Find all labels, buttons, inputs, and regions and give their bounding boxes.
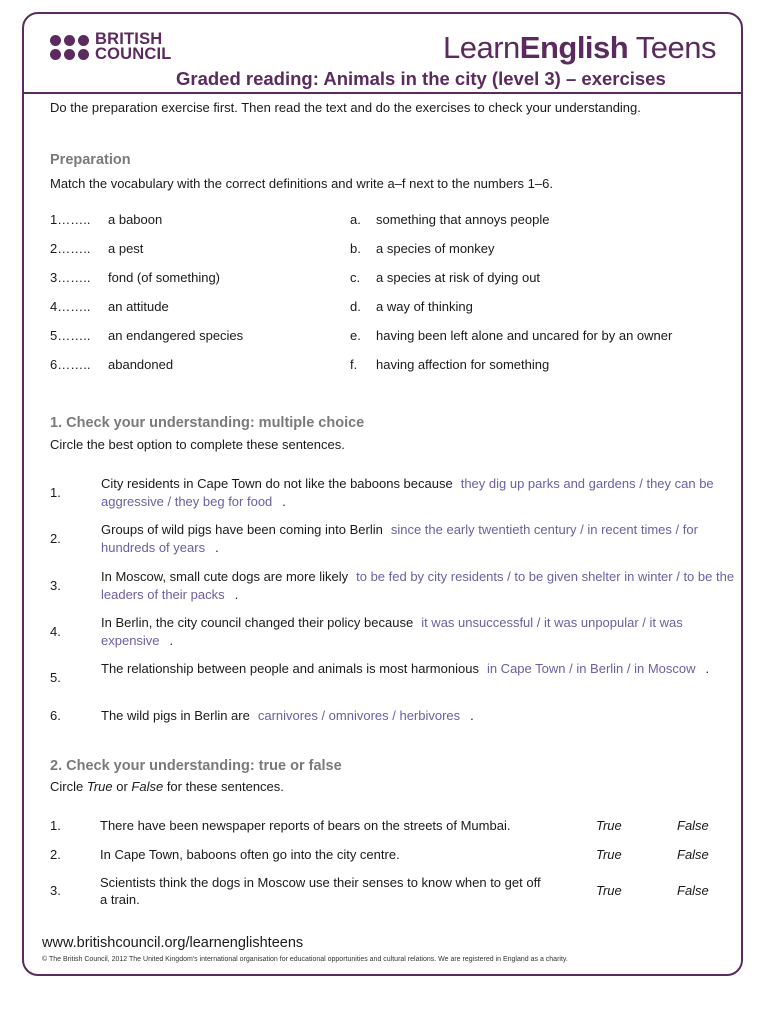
definition-text: having affection for something [376,357,550,372]
answer-options[interactable]: to be fed by city residents / to be given shelter in winter / to be the leaders of their packs [101,569,735,602]
mc-question [50,568,740,603]
vocab-number: 3…….. [50,270,91,285]
true-option[interactable]: True [596,883,622,898]
vocab-word: a pest [108,241,144,256]
mc-question [50,475,740,510]
definition-letter: f. [350,357,358,372]
tf-statement [50,817,740,834]
definition-text: a way of thinking [376,299,473,314]
learnenglish-teens-logo [443,30,716,66]
true-option[interactable]: True [596,847,622,862]
vocab-number: 6…….. [50,357,91,372]
question-stem: Groups of wild pigs have been coming into Berlin [101,522,383,537]
answer-options[interactable]: since the early twentieth century / in recent times / for hundreds of years [101,522,698,555]
preparation-instruction: Match the vocabulary with the correct definitions and write a–f next to the numbers 1–6. [50,176,553,191]
mc-heading: 1. Check your understanding: multiple choice [50,415,365,431]
sentence-end: . [470,708,474,723]
vocab-word: abandoned [108,357,174,372]
mc-question [50,614,740,649]
tf-statement [50,874,740,908]
statement-text: There have been newspaper reports of bears on the streets of Mumbai. [100,818,511,833]
question-number: 2. [50,531,61,546]
question-number: 3. [50,578,61,593]
statement-number: 3. [50,883,61,898]
question-number: 5. [50,670,61,685]
brand-teens: Teens [628,30,716,65]
sentence-end: . [705,661,710,676]
logo-line1: BRITISH [95,30,163,48]
logo-line2: COUNCIL [95,45,172,63]
page-title: Graded reading: Animals in the city (level 3) – exercises [176,68,666,89]
tf-instruction: Circle True or False for these sentences. [50,779,284,794]
definition-text: having been left alone and uncared for by an owner [376,328,673,343]
vocab-word: an endangered species [108,328,244,343]
answer-options[interactable]: they dig up parks and gardens / they can be aggressive / they beg for food [101,476,714,509]
vocab-word: fond (of something) [108,270,221,285]
vocab-number: 1…….. [50,212,91,227]
definition-letter: b. [350,241,361,256]
question-text [101,568,736,603]
vocab-row [50,212,730,230]
tf-statement [50,846,740,863]
mc-instruction: Circle the best option to complete these sentences. [50,437,345,452]
header-divider [24,92,742,94]
vocab-number: 5…….. [50,328,91,343]
vocab-number: 4…….. [50,299,91,314]
statement-number: 1. [50,818,61,833]
vocab-number: 2…….. [50,241,91,256]
brand-learn: Learn [442,30,520,65]
question-text [101,707,736,725]
true-option[interactable]: True [596,818,622,833]
question-text [101,660,736,678]
british-council-logo [50,32,172,62]
question-text [101,475,736,510]
brand-english: English [519,30,629,65]
sentence-end: . [234,586,239,602]
question-stem: The relationship between people and animals is most harmonious [101,661,479,676]
preparation-heading: Preparation [50,152,131,168]
statement-text: Scientists think the dogs in Moscow use their senses to know when to get off a train. [100,875,541,907]
question-stem: In Berlin, the city council changed their policy because [101,615,414,630]
question-stem: The wild pigs in Berlin are [101,708,250,723]
definition-text: something that annoys people [376,212,550,227]
definition-letter: a. [350,212,361,227]
question-number: 1. [50,485,61,500]
sentence-end: . [282,493,286,509]
sentence-end: . [215,539,219,555]
mc-question [50,660,740,695]
definition-letter: c. [350,270,361,285]
false-option[interactable]: False [677,847,709,862]
definition-text: a species at risk of dying out [376,270,541,285]
statement-number: 2. [50,847,61,862]
question-stem: In Moscow, small cute dogs are more likely [101,569,349,584]
definition-text: a species of monkey [376,241,495,256]
vocab-word: an attitude [108,299,169,314]
footer-url[interactable]: www.britishcouncil.org/learnenglishteens [42,935,304,951]
answer-options[interactable]: carnivores / omnivores / herbivores [257,708,461,723]
vocab-row [50,241,730,259]
vocab-row [50,270,730,288]
false-option[interactable]: False [677,818,709,833]
statement-text: In Cape Town, baboons often go into the city centre. [100,847,400,862]
vocab-word: a baboon [108,212,163,227]
question-number: 4. [50,624,61,639]
question-stem: City residents in Cape Town do not like the baboons because [101,476,453,491]
mc-question [50,521,740,556]
answer-options[interactable]: in Cape Town / in Berlin / in Moscow [486,661,696,676]
intro-text: Do the preparation exercise first. Then read the text and do the exercises to check your understanding. [50,100,641,115]
vocab-row [50,357,730,375]
tf-heading: 2. Check your understanding: true or false [50,758,342,774]
mc-question [50,707,740,725]
question-text [101,614,736,649]
vocab-row [50,328,730,346]
answer-options[interactable]: it was unsuccessful / it was unpopular / it was expensive [101,615,683,648]
sentence-end: . [169,632,174,648]
definition-letter: e. [350,328,361,343]
definition-letter: d. [350,299,361,314]
logo-dots-icon [50,35,89,60]
footer-copyright: © The British Council, 2012 The United Kingdom's international organisation for educational opportunities and cultural relations. We are registered in England as a charity. [42,956,568,963]
false-option[interactable]: False [677,883,709,898]
question-text [101,521,736,556]
question-number: 6. [50,708,61,723]
vocab-row [50,299,730,317]
